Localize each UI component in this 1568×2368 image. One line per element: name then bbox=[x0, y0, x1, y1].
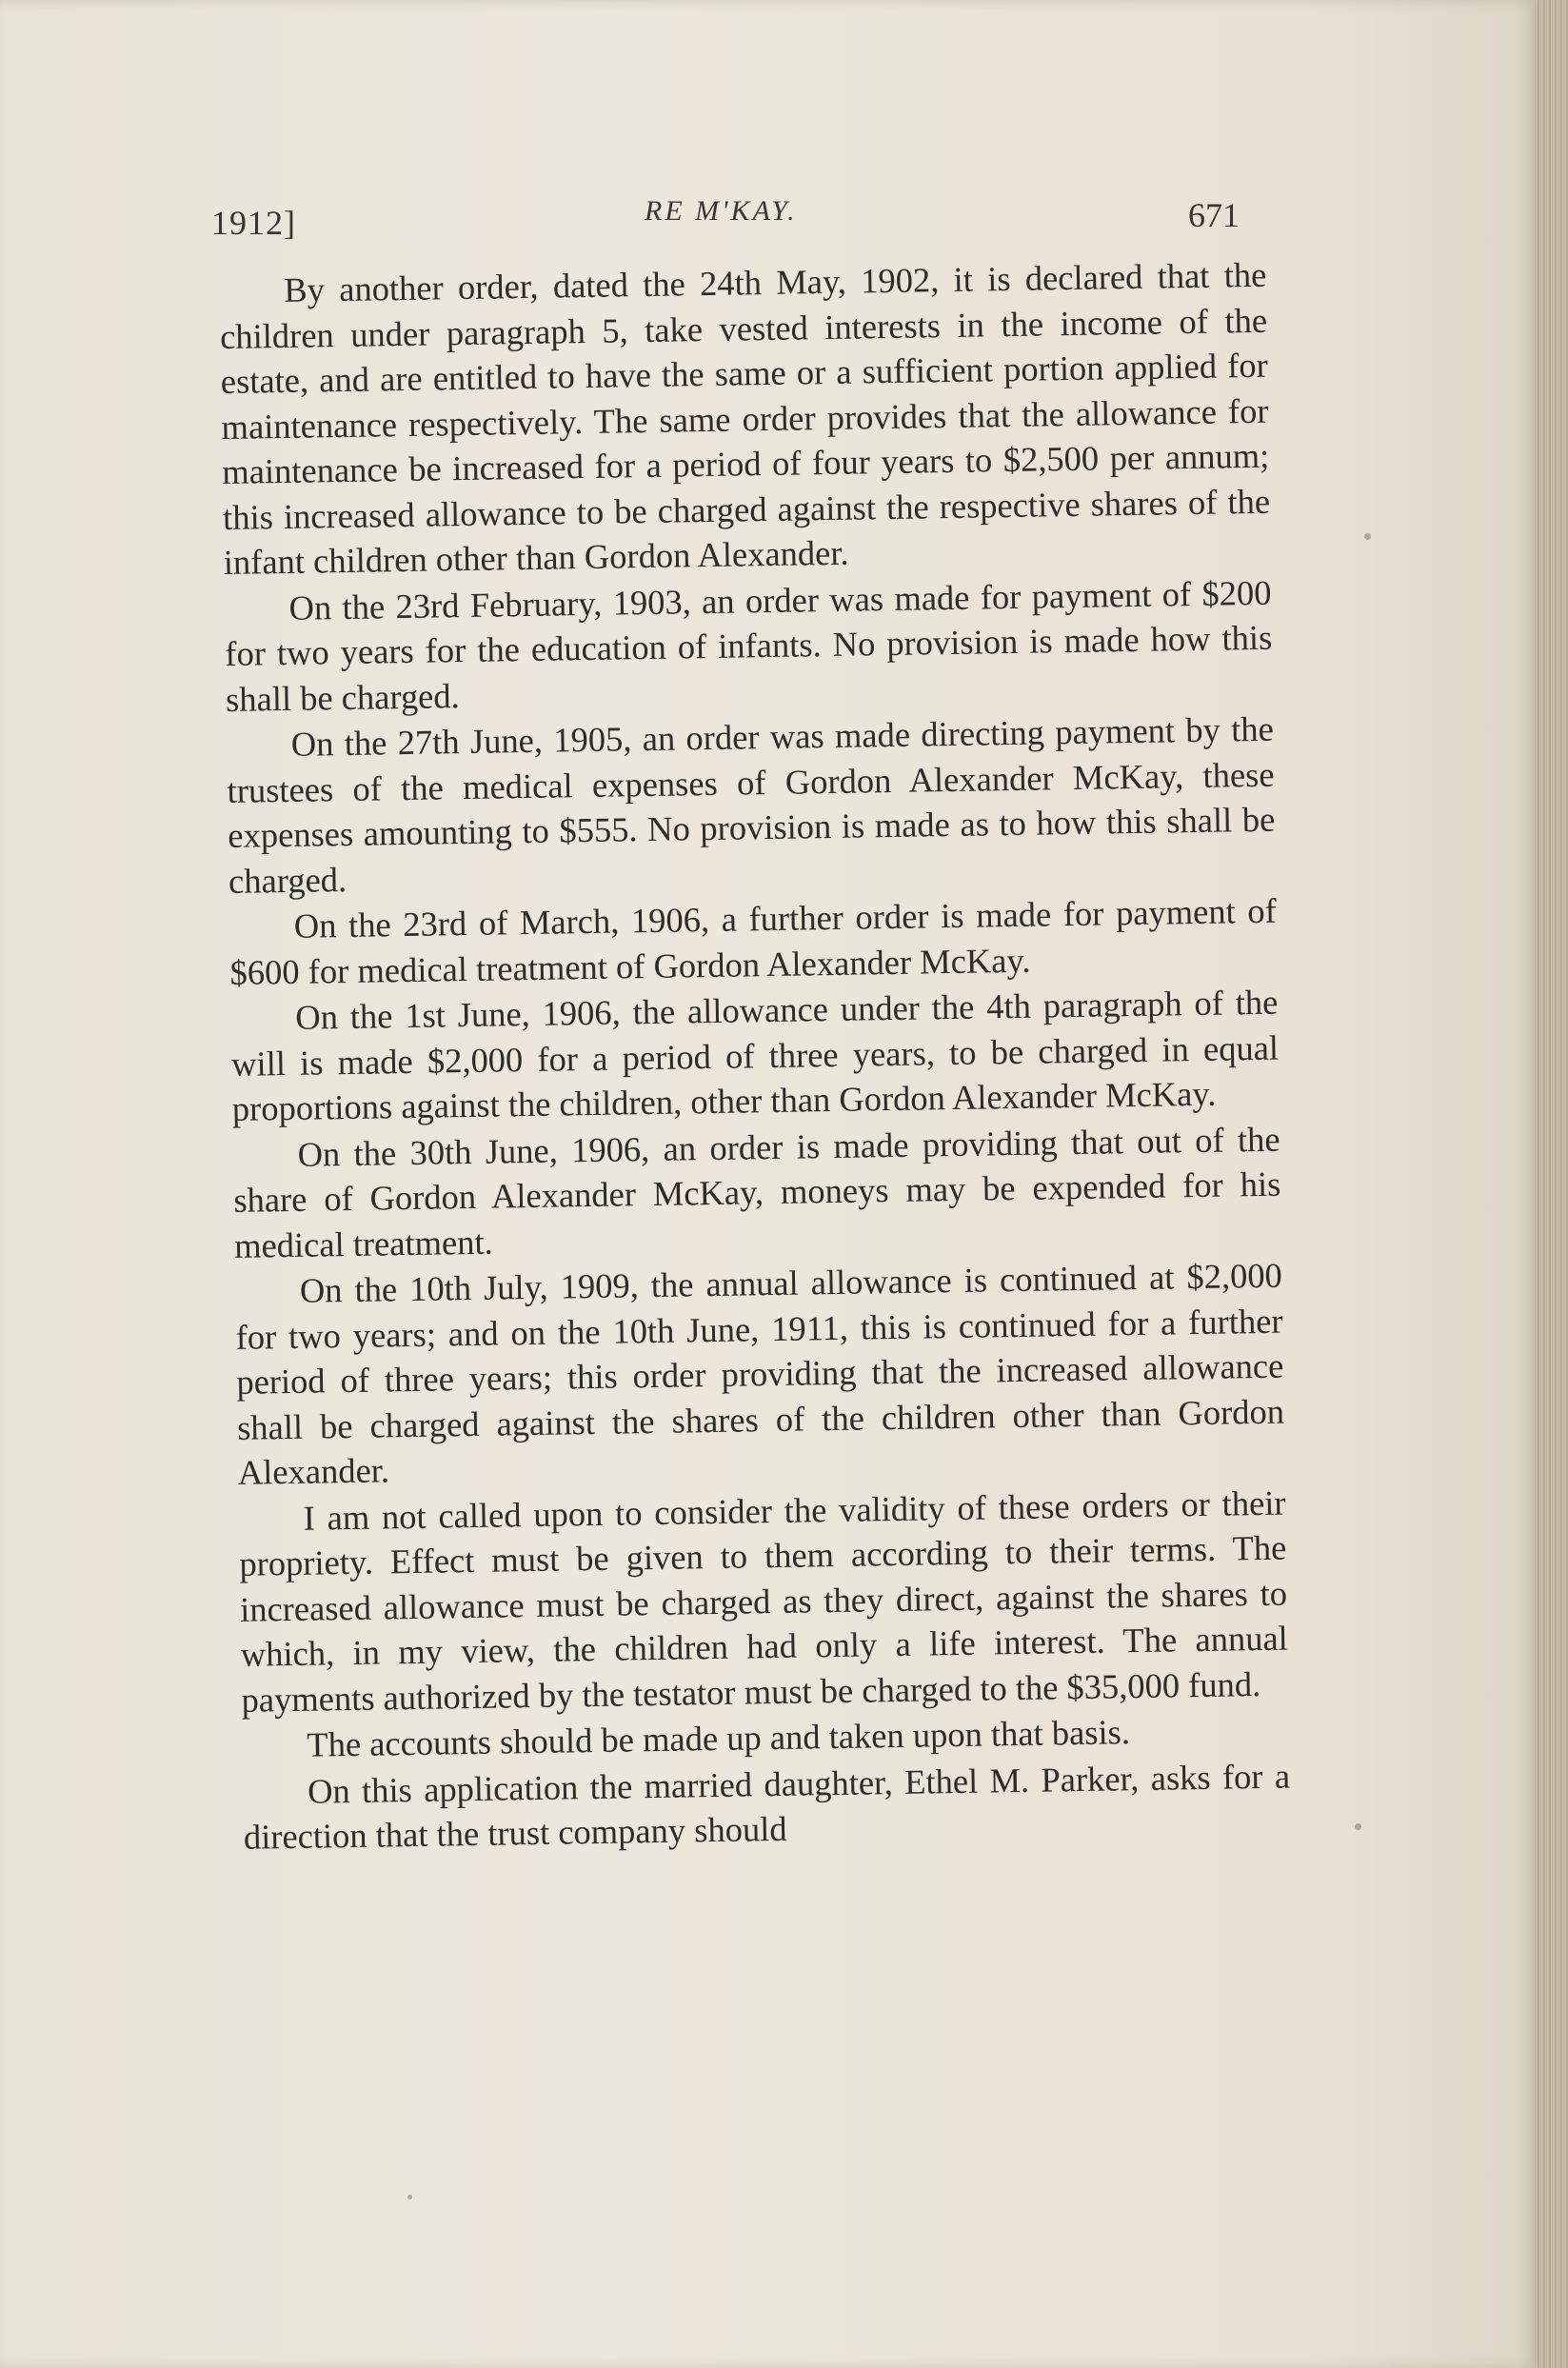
running-head bbox=[211, 195, 1240, 252]
header-year: 1912] bbox=[211, 204, 296, 242]
paper-speck bbox=[1364, 533, 1371, 540]
paragraph: On the 1st June, 1906, the allowance under the 4th paragraph of the will is made $2,000 for a period of three years, to be charged in equal proportions against the children, other than Gordon Alexander McKay. bbox=[230, 982, 1280, 1128]
paragraph: The accounts should be made up and taken upon that basis. bbox=[307, 1712, 1131, 1764]
page-edge bbox=[1535, 0, 1568, 2368]
paragraph: On the 30th June, 1906, an order is made providing that out of the share of Gordon Alexander McKay, moneys may be expended for his medical treatment. bbox=[233, 1119, 1281, 1265]
paragraph: By another order, dated the 24th May, 1902, it is declared that the children under paragraph 5, take vested interests in the income of the estate, and are entitled to have the same or a sufficient portion applied for maintenance respectively. The same order provides that the allowance for maintenance be increased for a period of four years to $2,500 per annum; this increased allowance to be charged against the respective shares of the infant children other than Gordon Alexander. bbox=[219, 254, 1271, 582]
paragraph: I am not called upon to consider the validity of these orders or their propriety. Effect must be given to them according to their terms. The increased allowance must be charged as they direct, against the shares to which, in my view, the children had only a life interest. The annual payments authorized by the testator must be charged to the $35,000 fund. bbox=[239, 1482, 1289, 1720]
paper-speck bbox=[1355, 1823, 1361, 1830]
paragraph: On the 10th July, 1909, the annual allowance is continued at $2,000 for two years; and on the 10th June, 1911, this is continued for a further period of three years; this order providing that the increased allowance shall be charged against the shares of the children other than Gordon Alexander. bbox=[235, 1255, 1285, 1492]
body-text bbox=[219, 252, 1291, 1861]
page-number: 671 bbox=[1188, 196, 1240, 234]
paragraph: On the 27th June, 1905, an order was made directing payment by the trustees of the medical expenses of Gordon Alexander McKay, these expenses amounting to $555. No provision is made as to how this shall be charged. bbox=[227, 708, 1276, 901]
paragraph: On the 23rd of March, 1906, a further order is made for payment of $600 for medical treatment of Gordon Alexander McKay. bbox=[229, 890, 1278, 992]
header-title: RE M'KAY. bbox=[645, 195, 798, 227]
paragraph: On this application the married daughter, Ethel M. Parker, asks for a direction that the trust company should bbox=[243, 1756, 1291, 1857]
paper-speck bbox=[407, 2195, 412, 2199]
paragraph: On the 23rd February, 1903, an order was made for payment of $200 for two years for the education of infants. No provision is made how this shall be charged. bbox=[225, 572, 1273, 719]
